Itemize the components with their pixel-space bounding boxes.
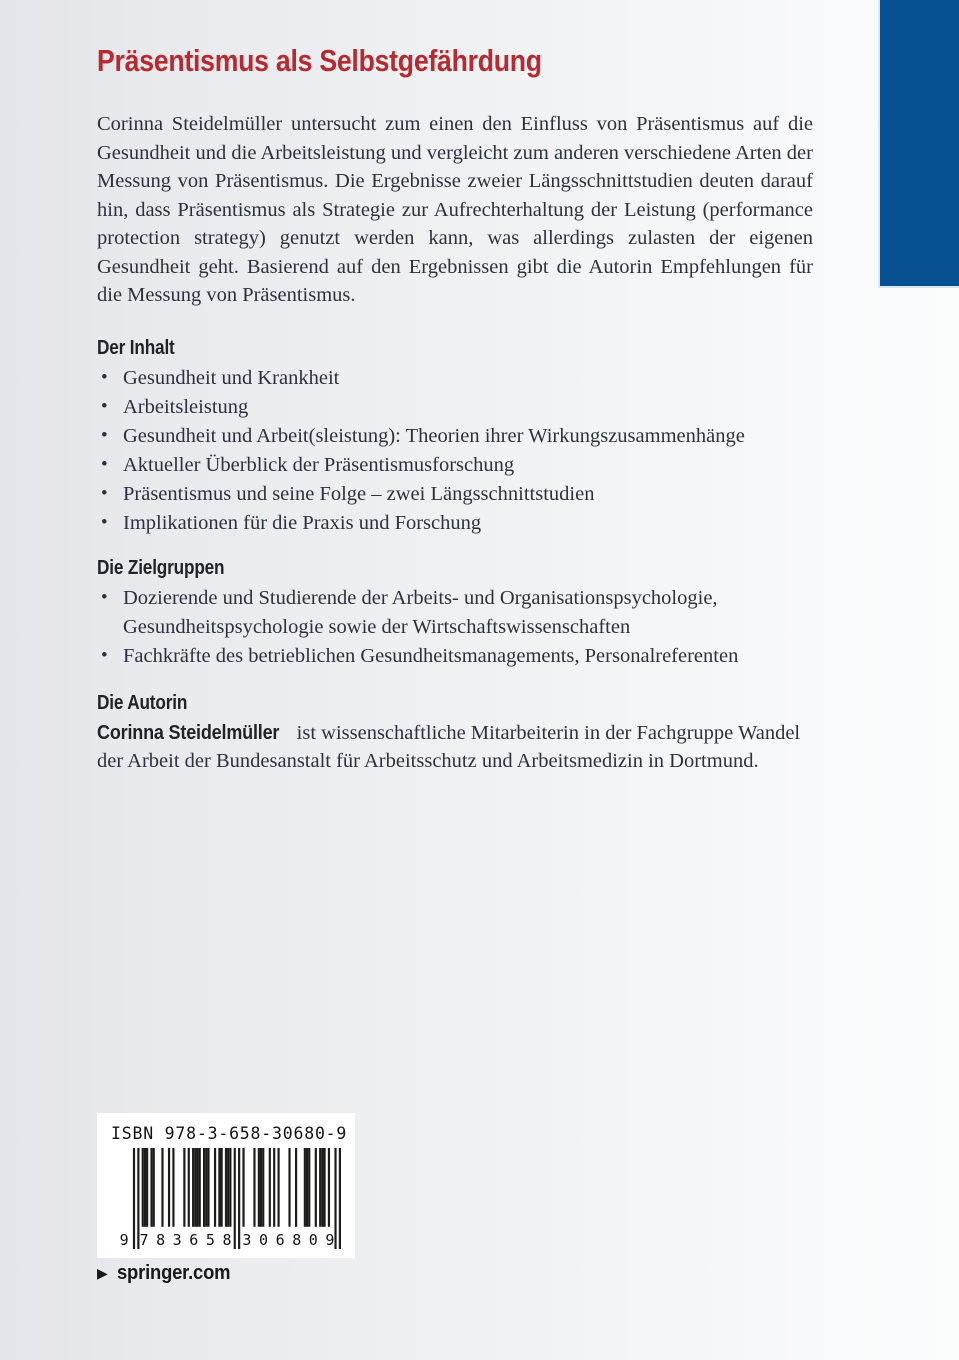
bullet-icon: • (101, 482, 108, 504)
blue-accent-bar (878, 0, 959, 288)
bullet-icon: • (101, 366, 108, 388)
list-item-text: Arbeitsleistung (123, 395, 249, 418)
list-item (97, 584, 813, 642)
bullet-icon: • (101, 644, 108, 666)
autorin-description: ist wissenschaftliche Mitarbeiterin in der Fachgruppe Wandel der Arbeit der Bundesanstalt für Arbeitsschutz und Arbeitsmedizin in Dortmund. (97, 721, 801, 772)
list-item (97, 480, 813, 509)
autorin-name: Corinna Steidelmüller (97, 721, 280, 744)
list-item (97, 364, 813, 393)
springer-footer (97, 1262, 240, 1285)
list-item-text: Dozierende und Studierende der Arbeits- und Organisationspsychologie, Gesundheitspsychologie sowie der Wirtschaftswissenschaften (123, 586, 718, 638)
ean13-barcode (111, 1148, 341, 1249)
list-item-text: Präsentismus und seine Folge – zwei Längsschnittstudien (123, 482, 595, 505)
isbn-label: ISBN 978-3-658-30680-9 (111, 1124, 348, 1143)
arrow-right-icon: ▶ (97, 1266, 108, 1282)
list-item (97, 422, 813, 451)
list-item-text: Gesundheit und Arbeit(sleistung): Theorien ihrer Wirkungszusammenhänge (123, 424, 745, 447)
section-heading-inhalt: Der Inhalt (97, 336, 175, 359)
inhalt-list (97, 364, 813, 538)
list-item-text: Aktueller Überblick der Präsentismusforschung (123, 453, 515, 476)
bullet-icon: • (101, 395, 108, 417)
content-column (97, 0, 813, 776)
springer-site-label: springer.com (116, 1262, 231, 1284)
intro-paragraph: Corinna Steidelmüller untersucht zum einen den Einfluss von Präsentismus auf die Gesundheit und die Arbeitsleistung und vergleicht zum anderen verschiedene Arten der Messung von Präsentismus. Die Ergebnisse zweier Längsschnittstudien deuten darauf hin, dass Präsentismus als Strategie zur Aufrechterhaltung der Leistung (performance protection strategy) genutzt werden kann, was allerdings zulasten der eigenen Gesundheit geht. Basierend auf den Ergebnissen gibt die Autorin Empfehlungen für die Messung von Präsentismus. (97, 113, 813, 306)
page-title (97, 44, 813, 78)
section-heading-autorin: Die Autorin (97, 691, 188, 714)
bullet-icon: • (101, 586, 108, 608)
bullet-icon: • (101, 453, 108, 475)
page-title-text: Präsentismus als Selbstgefährdung (97, 43, 542, 78)
list-item (97, 509, 813, 538)
list-item-text: Gesundheit und Krankheit (123, 366, 340, 389)
list-item-text: Implikationen für die Praxis und Forschung (123, 511, 482, 534)
autorin-paragraph (97, 719, 813, 776)
barcode-digits: 9 7 8 3 6 5 8 3 0 6 8 0 9 (119, 1230, 335, 1249)
isbn-barcode-box (97, 1113, 355, 1258)
list-item (97, 451, 813, 480)
list-item-text: Fachkräfte des betrieblichen Gesundheitsmanagements, Personalreferenten (123, 644, 739, 667)
zielgruppen-list (97, 584, 813, 671)
list-item (97, 642, 813, 671)
list-item (97, 393, 813, 422)
section-heading-zielgruppen: Die Zielgruppen (97, 556, 225, 579)
bullet-icon: • (101, 511, 108, 533)
bullet-icon: • (101, 424, 108, 446)
